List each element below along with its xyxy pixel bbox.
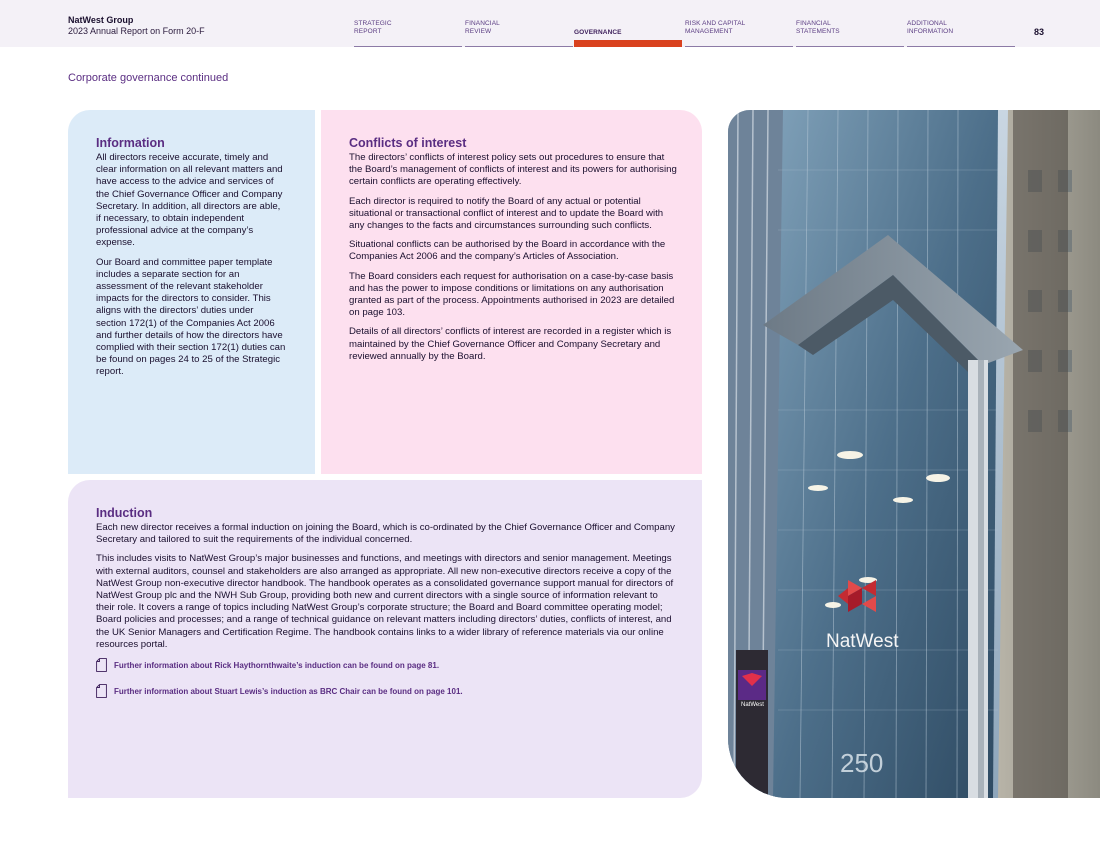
conflicts-paragraph: Details of all directors’ conflicts of interest are recorded in a register which is maintained by the Chief Governance Officer and Company Secretary and reviewed annually by the Board. (349, 326, 672, 362)
reference-text: Further information about Rick Haythornthwaite’s induction can be found on page 81. (114, 660, 440, 670)
nav-tab-governance[interactable] (574, 20, 682, 47)
document-icon (96, 658, 107, 672)
page-number: 83 (1034, 27, 1045, 37)
nav-tab-label: GOVERNANCE (574, 29, 622, 36)
photo-sign-brand: NatWest (826, 631, 899, 652)
conflicts-paragraph: The Board considers each request for authorisation on a case-by-case basis and has the power to impose conditions or limitations on any authorisation granted as part of the process. Appointments authorised in 2023 are detailed on page 103. (349, 270, 675, 319)
reference-link-stuart-lewis[interactable] (96, 684, 678, 698)
nav-tab-additional-information[interactable] (907, 20, 1015, 47)
conflicts-paragraph: Situational conflicts can be authorised by the Board in accordance with the Companies Act 2006 and the company’s Articles of Association. (349, 239, 666, 263)
nav-tab-label: FINANCIAL STATEMENTS (796, 20, 840, 35)
induction-panel (68, 480, 702, 798)
information-paragraph: Our Board and committee paper template includes a separate section for an assessment of the relevant stakeholder impacts for the directors to consider. This aligns with the directors’ duties under section 172(1) of the Companies Act 2006 and further details of how the directors have complied with their section 172(1) duties can be found on pages 24 to 25 of the Strategic report. (96, 256, 286, 378)
information-heading: Information (96, 136, 165, 150)
photo-small-sign: NatWest (741, 702, 764, 708)
nav-tab-label: FINANCIAL REVIEW (465, 20, 500, 35)
page-header (0, 0, 1100, 47)
induction-paragraph: Each new director receives a formal induction on joining the Board, which is co-ordinated by the Chief Governance Officer and Company Secretary and tailored to suit the requirements of the individual concerned. (96, 522, 675, 546)
nav-tab-risk-and-capital-management[interactable] (685, 20, 793, 47)
induction-heading: Induction (96, 506, 153, 520)
nav-tab-strategic-report[interactable] (354, 20, 462, 47)
nav-tab-financial-review[interactable] (465, 20, 573, 47)
induction-paragraph: This includes visits to NatWest Group’s major businesses and functions, and meetings with directors and senior management. Meetings with external auditors, counsel and stakeholders are also arranged as appropriate. All new non-executive directors receive a copy of the NatWest Group non-executive director handbook. The handbook operates as a consolidated governance support manual for directors of NatWest Group plc and the NWH Sub Group, providing both new and current directors with a single source of information relevant to their role. It covers a range of topics including NatWest Group’s corporate structure; the Board and Board committee operating model; Board policies and processes; and a range of technical guidance on relevant matters including directors’ duties, conflicts of interest, and the UK Senior Managers and Certification Regime. The handbook contains links to a wider library of reference materials via our online resources portal. (96, 553, 674, 650)
information-panel (68, 110, 315, 474)
brand-block (68, 15, 205, 37)
conflicts-paragraph: Each director is required to notify the Board of any actual or potential situational or transactional conflict of interest and to update the Board with any changes to the facts and circumstances surrounding such conflicts. (349, 195, 664, 232)
information-paragraph: All directors receive accurate, timely and clear information on all relevant matters and have access to the advice and services of the Chief Governance Officer and Company Secretary. In addition, all directors are able, if necessary, to obtain independent professional advice at the company’s expense. (96, 152, 283, 249)
nav-tab-label: RISK AND CAPITAL MANAGEMENT (685, 20, 746, 35)
document-icon (96, 684, 107, 698)
nav-tab-financial-statements[interactable] (796, 20, 904, 47)
nav-tab-label: ADDITIONAL INFORMATION (907, 20, 954, 35)
building-photo (728, 110, 1100, 798)
company-name: NatWest Group (68, 15, 134, 25)
nav-tab-label: STRATEGIC REPORT (354, 20, 392, 35)
reference-link-rick-haythornthwaite[interactable] (96, 658, 678, 672)
reference-text: Further information about Stuart Lewis’s induction as BRC Chair can be found on page 101. (114, 686, 463, 696)
report-title: 2023 Annual Report on Form 20-F (68, 26, 205, 36)
building-illustration (728, 110, 1100, 798)
conflicts-paragraph: The directors’ conflicts of interest policy sets out procedures to ensure that the Board’s management of conflicts of interest and its powers for authorising certain conflicts are operating effectively. (349, 152, 677, 188)
photo-building-number: 250 (840, 748, 884, 778)
conflicts-of-interest-panel (321, 110, 702, 474)
section-label: Corporate governance continued (68, 72, 229, 84)
conflicts-heading: Conflicts of interest (349, 136, 467, 150)
